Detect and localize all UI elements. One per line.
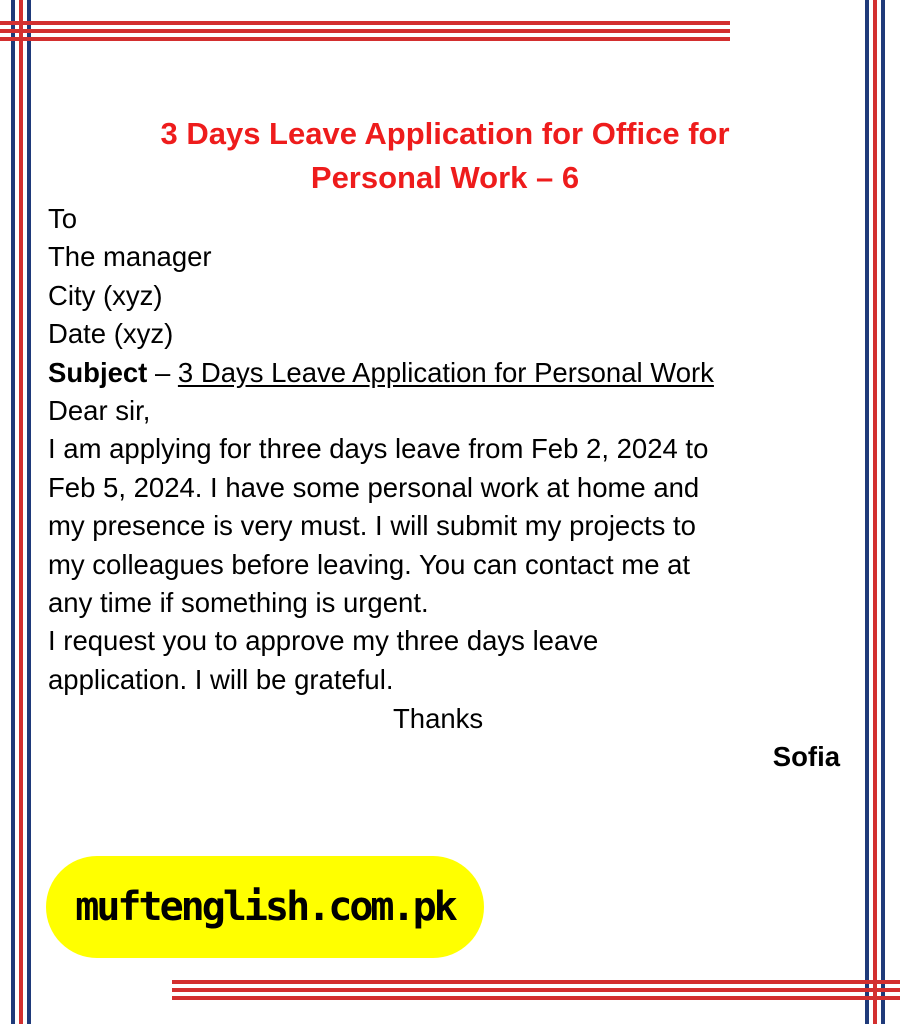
title-line-2: Personal Work – 6	[310, 160, 580, 195]
recipient-to: To	[48, 203, 78, 234]
letter-date: Date (xyz)	[48, 318, 174, 350]
subject-line	[48, 354, 848, 392]
top-border-line-1	[0, 21, 730, 25]
left-border-line-1	[11, 0, 15, 1024]
right-border-line-2	[873, 0, 877, 1024]
title-line-1: 3 Days Leave Application for Office for	[160, 116, 730, 151]
bottom-border-line-3	[172, 996, 900, 1000]
closing: Thanks	[393, 703, 484, 734]
top-border-line-3	[0, 37, 730, 41]
left-border-line-2	[19, 0, 23, 1024]
letter-body	[48, 200, 848, 699]
body-line-2: Feb 5, 2024. I have some personal work at home and	[48, 471, 700, 503]
body-line-1: I am applying for three days leave from Feb 2, 2024 to	[48, 433, 709, 465]
website-badge	[46, 856, 484, 958]
website-text: muftenglish.com.pk	[75, 884, 455, 930]
subject-dash: –	[147, 356, 178, 388]
recipient-city: City (xyz)	[48, 279, 163, 311]
right-border-line-1	[865, 0, 869, 1024]
top-border-line-2	[0, 29, 730, 33]
page-title	[60, 112, 830, 200]
subject-label: Subject	[48, 356, 148, 388]
body-line-7: application. I will be grateful.	[48, 663, 394, 695]
signature: Sofia	[772, 741, 840, 772]
body-line-5: any time if something is urgent.	[48, 587, 429, 619]
left-border-line-3	[27, 0, 31, 1024]
bottom-border-line-2	[172, 988, 900, 992]
subject-text: 3 Days Leave Application for Personal Work	[177, 356, 714, 388]
right-border-line-3	[881, 0, 885, 1024]
salutation: Dear sir,	[48, 395, 151, 427]
recipient-title: The manager	[48, 241, 212, 273]
body-line-6: I request you to approve my three days leave	[48, 625, 599, 657]
body-line-3: my presence is very must. I will submit my projects to	[48, 510, 696, 542]
bottom-border-line-1	[172, 980, 900, 984]
body-line-4: my colleagues before leaving. You can contact me at	[48, 548, 691, 580]
